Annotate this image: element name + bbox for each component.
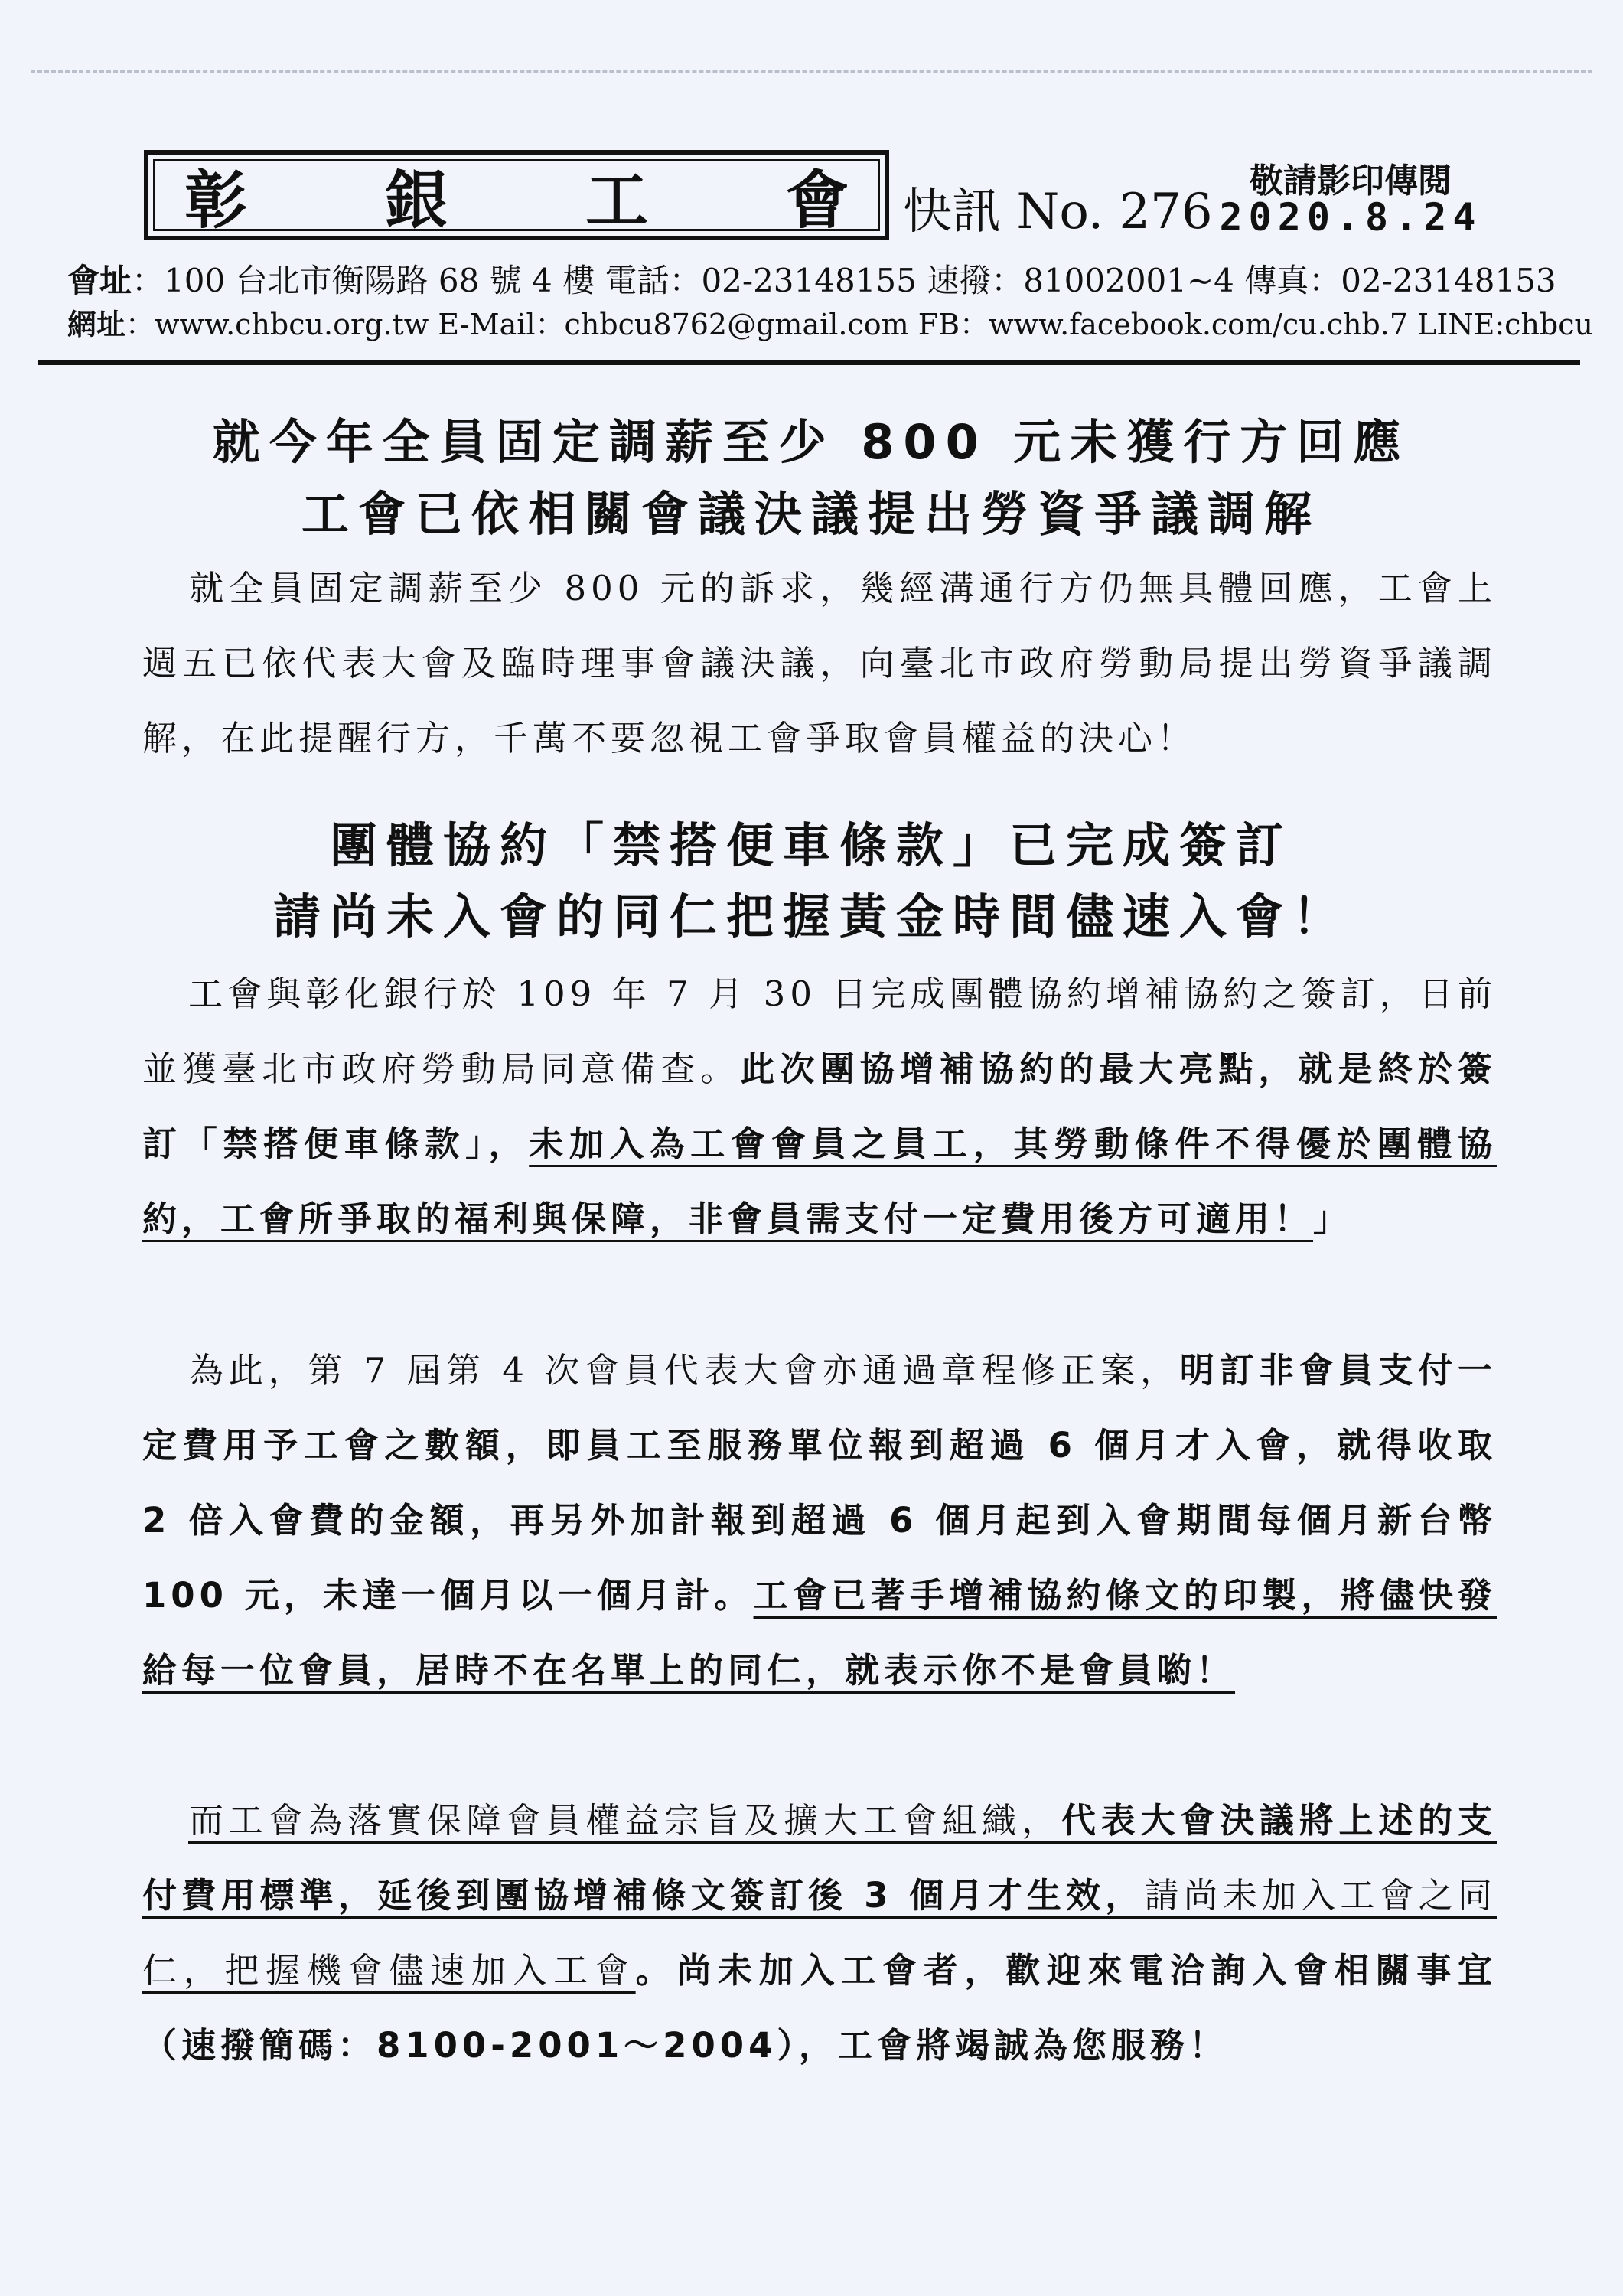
- article1-text: 就全員固定調薪至少 800 元的訴求，幾經溝通行方仍無具體回應，工會上週五已依代表大會及臨時理事會議決議，向臺北市政府勞動局提出勞資爭議調解，在此提醒行方，千萬不要忽視工會爭取會員權益的決心！: [142, 568, 1497, 758]
- p1-bold-underline: 未加入為工會會員之員工，其勞動條件不得優於團體協約，工會所爭取的福利與保障，非會員需支付一定費用後方可適用！: [142, 1124, 1497, 1239]
- union-name-char: 彰: [184, 163, 248, 237]
- article2-paragraph-2: [142, 1333, 1497, 1708]
- article2-headline-2: 請尚未入會的同仁把握黃金時間儘速入會！: [272, 889, 1349, 944]
- p1-plain: 工會與彰化銀行於 109 年 7 月 30 日完成團體協約增補協約之簽訂，日前並獲臺北市政府勞動局同意備查。: [142, 974, 1497, 1089]
- p2-bold-underline: 工會已著手增補協約條文的印製，將儘快發給每一位會員，居時不在名單上的同仁，就表示你不是會員喲！: [142, 1575, 1497, 1691]
- union-name-char: 銀: [384, 163, 448, 237]
- union-name-box: [144, 150, 889, 240]
- web-text: ：www.chbcu.org.tw E-Mail：chbcu8762@gmail.com FB：www.facebook.com/cu.chb.7 LINE:chbcu: [125, 308, 1594, 341]
- issue-number: 快訊 No. 276: [903, 184, 1213, 240]
- article1-headline-2: 工會已依相關會議決議提出勞資爭議調解: [301, 486, 1321, 542]
- p3-bold: 。尚未加入工會者，歡迎來電洽詢入會相關事宜（速撥簡碼：8100-2001～2004），工會將竭誠為您服務！: [142, 1950, 1497, 2066]
- article1-paragraph: [142, 551, 1497, 776]
- article2-paragraph-1: [142, 957, 1497, 1257]
- address-label: 會址: [67, 262, 132, 299]
- union-name-char: 會: [785, 163, 849, 237]
- p3-underline-2: 請尚未加入工會之同仁，把握機會儘速加入工會: [142, 1875, 1497, 1991]
- union-name-title: [153, 159, 880, 237]
- address-text: ：100 台北市衡陽路 68 號 4 樓 電話：02-23148155 速撥：81002001~4 傳真：02-23148153: [132, 262, 1556, 299]
- circulation-notice: 敬請影印傳閱: [1250, 161, 1452, 201]
- p1-end: 」: [1313, 1199, 1353, 1239]
- article2-headline-1: 團體協約「禁搭便車條款」已完成簽訂: [329, 817, 1292, 873]
- p3-underline: 而工會為落實保障會員權益宗旨及擴大工會組織，: [188, 1800, 1061, 1841]
- top-dashed-line: [31, 70, 1592, 73]
- p1-bold: 此次團協增補協約的最大亮點，就是終於簽訂「禁搭便車條款」，: [142, 1049, 1497, 1164]
- p2-plain: 為此，第 7 屆第 4 次會員代表大會亦通過章程修正案，: [188, 1350, 1180, 1391]
- address-line: [67, 260, 1567, 302]
- union-name-char: 工: [585, 163, 648, 237]
- header-divider: [38, 360, 1580, 365]
- p2-bold: 明訂非會員支付一定費用予工會之數額，即員工至服務單位報到超過 6 個月才入會，就得收取 2 倍入會費的金額，再另外加計報到超過 6 個月起到入會期間每個月新台幣 100 元，未達一個月以一個月計。: [142, 1350, 1497, 1616]
- p3-bold-underline: 代表大會決議將上述的支付費用標準，延後到團協增補條文簽訂後 3 個月才生效，: [142, 1800, 1497, 1916]
- web-label: 網址: [67, 308, 126, 341]
- article1-headline-1: 就今年全員固定調薪至少 800 元未獲行方回應: [212, 414, 1410, 470]
- issue-date: 2020.8.24: [1219, 195, 1482, 240]
- article2-paragraph-3: [142, 1783, 1497, 2083]
- web-line: [67, 305, 1594, 344]
